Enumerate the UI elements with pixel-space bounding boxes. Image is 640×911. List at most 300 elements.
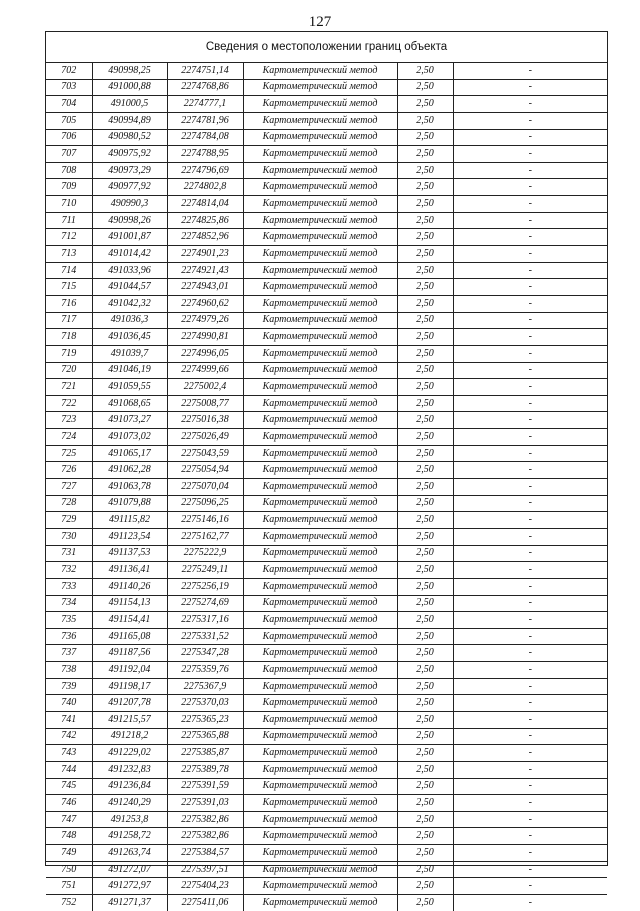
y-coordinate-cell: 2275162,77 <box>167 528 243 545</box>
precision-cell: 2,50 <box>397 262 453 279</box>
x-coordinate-cell: 490980,52 <box>92 129 167 146</box>
table-row <box>46 412 607 429</box>
method-cell: Картометрический метод <box>243 162 397 179</box>
method-cell: Картометрический метод <box>243 778 397 795</box>
y-coordinate-cell: 2274788,95 <box>167 146 243 163</box>
point-number-cell: 710 <box>46 196 92 213</box>
table-row <box>46 129 607 146</box>
precision-cell: 2,50 <box>397 528 453 545</box>
y-coordinate-cell: 2275347,28 <box>167 645 243 662</box>
x-coordinate-cell: 491065,17 <box>92 445 167 462</box>
x-coordinate-cell: 491253,8 <box>92 811 167 828</box>
method-cell: Картометрический метод <box>243 329 397 346</box>
description-cell: - <box>453 528 607 545</box>
y-coordinate-cell: 2275096,25 <box>167 495 243 512</box>
method-cell: Картометрический метод <box>243 811 397 828</box>
description-cell: - <box>453 146 607 163</box>
precision-cell: 2,50 <box>397 395 453 412</box>
point-number-cell: 716 <box>46 295 92 312</box>
x-coordinate-cell: 491115,82 <box>92 512 167 529</box>
x-coordinate-cell: 491073,02 <box>92 429 167 446</box>
table-row <box>46 761 607 778</box>
x-coordinate-cell: 491036,3 <box>92 312 167 329</box>
y-coordinate-cell: 2275317,16 <box>167 612 243 629</box>
table-row <box>46 379 607 396</box>
point-number-cell: 709 <box>46 179 92 196</box>
method-cell: Картометрический метод <box>243 545 397 562</box>
description-cell: - <box>453 212 607 229</box>
point-number-cell: 706 <box>46 129 92 146</box>
method-cell: Картометрический метод <box>243 179 397 196</box>
x-coordinate-cell: 491137,53 <box>92 545 167 562</box>
table-row <box>46 429 607 446</box>
point-number-cell: 746 <box>46 795 92 812</box>
y-coordinate-cell: 2274768,86 <box>167 79 243 96</box>
precision-cell: 2,50 <box>397 828 453 845</box>
y-coordinate-cell: 2275385,87 <box>167 745 243 762</box>
point-number-cell: 739 <box>46 678 92 695</box>
point-number-cell: 728 <box>46 495 92 512</box>
table-row <box>46 162 607 179</box>
x-coordinate-cell: 491000,88 <box>92 79 167 96</box>
description-cell: - <box>453 495 607 512</box>
y-coordinate-cell: 2275331,52 <box>167 628 243 645</box>
description-cell: - <box>453 395 607 412</box>
table-row <box>46 878 607 895</box>
description-cell: - <box>453 562 607 579</box>
x-coordinate-cell: 491263,74 <box>92 845 167 862</box>
y-coordinate-cell: 2274796,69 <box>167 162 243 179</box>
x-coordinate-cell: 490973,29 <box>92 162 167 179</box>
method-cell: Картометрический метод <box>243 595 397 612</box>
precision-cell: 2,50 <box>397 861 453 878</box>
description-cell: - <box>453 795 607 812</box>
y-coordinate-cell: 2275397,51 <box>167 861 243 878</box>
x-coordinate-cell: 491207,78 <box>92 695 167 712</box>
description-cell: - <box>453 845 607 862</box>
description-cell: - <box>453 578 607 595</box>
method-cell: Картометрический метод <box>243 711 397 728</box>
point-number-cell: 747 <box>46 811 92 828</box>
y-coordinate-cell: 2275222,9 <box>167 545 243 562</box>
description-cell: - <box>453 279 607 296</box>
y-coordinate-cell: 2274814,04 <box>167 196 243 213</box>
precision-cell: 2,50 <box>397 112 453 129</box>
point-number-cell: 735 <box>46 612 92 629</box>
table-row <box>46 745 607 762</box>
precision-cell: 2,50 <box>397 229 453 246</box>
point-number-cell: 736 <box>46 628 92 645</box>
method-cell: Картометрический метод <box>243 695 397 712</box>
x-coordinate-cell: 491229,02 <box>92 745 167 762</box>
point-number-cell: 724 <box>46 429 92 446</box>
x-coordinate-cell: 491192,04 <box>92 662 167 679</box>
precision-cell: 2,50 <box>397 63 453 79</box>
x-coordinate-cell: 490998,25 <box>92 63 167 79</box>
precision-cell: 2,50 <box>397 479 453 496</box>
description-cell: - <box>453 662 607 679</box>
y-coordinate-cell: 2275365,88 <box>167 728 243 745</box>
point-number-cell: 711 <box>46 212 92 229</box>
x-coordinate-cell: 491033,96 <box>92 262 167 279</box>
method-cell: Картометрический метод <box>243 129 397 146</box>
precision-cell: 2,50 <box>397 429 453 446</box>
precision-cell: 2,50 <box>397 345 453 362</box>
x-coordinate-cell: 491046,19 <box>92 362 167 379</box>
point-number-cell: 722 <box>46 395 92 412</box>
y-coordinate-cell: 2275070,04 <box>167 479 243 496</box>
method-cell: Картометрический метод <box>243 445 397 462</box>
table-row <box>46 811 607 828</box>
x-coordinate-cell: 491140,26 <box>92 578 167 595</box>
table-row <box>46 246 607 263</box>
precision-cell: 2,50 <box>397 79 453 96</box>
precision-cell: 2,50 <box>397 329 453 346</box>
method-cell: Картометрический метод <box>243 462 397 479</box>
table-row <box>46 695 607 712</box>
x-coordinate-cell: 491187,56 <box>92 645 167 662</box>
point-number-cell: 718 <box>46 329 92 346</box>
method-cell: Картометрический метод <box>243 878 397 895</box>
point-number-cell: 715 <box>46 279 92 296</box>
y-coordinate-cell: 2274784,08 <box>167 129 243 146</box>
x-coordinate-cell: 491039,7 <box>92 345 167 362</box>
method-cell: Картометрический метод <box>243 212 397 229</box>
x-coordinate-cell: 491063,78 <box>92 479 167 496</box>
y-coordinate-cell: 2275382,86 <box>167 811 243 828</box>
y-coordinate-cell: 2274852,96 <box>167 229 243 246</box>
description-cell: - <box>453 162 607 179</box>
point-number-cell: 720 <box>46 362 92 379</box>
table-row <box>46 445 607 462</box>
method-cell: Картометрический метод <box>243 628 397 645</box>
y-coordinate-cell: 2275382,86 <box>167 828 243 845</box>
table-row <box>46 628 607 645</box>
method-cell: Картометрический метод <box>243 96 397 113</box>
point-number-cell: 704 <box>46 96 92 113</box>
x-coordinate-cell: 491073,27 <box>92 412 167 429</box>
point-number-cell: 712 <box>46 229 92 246</box>
method-cell: Картометрический метод <box>243 645 397 662</box>
section-title: Сведения о местоположении границ объекта <box>46 32 607 63</box>
description-cell: - <box>453 778 607 795</box>
y-coordinate-cell: 2274921,43 <box>167 262 243 279</box>
description-cell: - <box>453 229 607 246</box>
point-number-cell: 738 <box>46 662 92 679</box>
table-row <box>46 362 607 379</box>
method-cell: Картометрический метод <box>243 362 397 379</box>
description-cell: - <box>453 79 607 96</box>
y-coordinate-cell: 2274901,23 <box>167 246 243 263</box>
y-coordinate-cell: 2274751,14 <box>167 63 243 79</box>
table-row <box>46 63 607 79</box>
x-coordinate-cell: 491001,87 <box>92 229 167 246</box>
description-cell: - <box>453 362 607 379</box>
y-coordinate-cell: 2275016,38 <box>167 412 243 429</box>
description-cell: - <box>453 429 607 446</box>
description-cell: - <box>453 179 607 196</box>
y-coordinate-cell: 2275008,77 <box>167 395 243 412</box>
table-row <box>46 711 607 728</box>
x-coordinate-cell: 491165,08 <box>92 628 167 645</box>
table-row <box>46 895 607 911</box>
table-row <box>46 828 607 845</box>
y-coordinate-cell: 2275384,57 <box>167 845 243 862</box>
x-coordinate-cell: 490975,92 <box>92 146 167 163</box>
method-cell: Картометрический метод <box>243 79 397 96</box>
method-cell: Картометрический метод <box>243 745 397 762</box>
precision-cell: 2,50 <box>397 711 453 728</box>
table-row <box>46 678 607 695</box>
description-cell: - <box>453 262 607 279</box>
method-cell: Картометрический метод <box>243 895 397 911</box>
point-number-cell: 714 <box>46 262 92 279</box>
description-cell: - <box>453 645 607 662</box>
point-number-cell: 729 <box>46 512 92 529</box>
precision-cell: 2,50 <box>397 895 453 911</box>
description-cell: - <box>453 695 607 712</box>
x-coordinate-cell: 491059,55 <box>92 379 167 396</box>
table-row <box>46 196 607 213</box>
point-number-cell: 713 <box>46 246 92 263</box>
description-cell: - <box>453 878 607 895</box>
x-coordinate-cell: 491014,42 <box>92 246 167 263</box>
y-coordinate-cell: 2274960,62 <box>167 295 243 312</box>
description-cell: - <box>453 96 607 113</box>
precision-cell: 2,50 <box>397 379 453 396</box>
method-cell: Картометрический метод <box>243 479 397 496</box>
table-row <box>46 146 607 163</box>
description-cell: - <box>453 196 607 213</box>
y-coordinate-cell: 2275404,23 <box>167 878 243 895</box>
x-coordinate-cell: 490977,92 <box>92 179 167 196</box>
precision-cell: 2,50 <box>397 678 453 695</box>
x-coordinate-cell: 491154,41 <box>92 612 167 629</box>
y-coordinate-cell: 2275002,4 <box>167 379 243 396</box>
method-cell: Картометрический метод <box>243 262 397 279</box>
method-cell: Картометрический метод <box>243 112 397 129</box>
table-row <box>46 212 607 229</box>
precision-cell: 2,50 <box>397 462 453 479</box>
y-coordinate-cell: 2275146,16 <box>167 512 243 529</box>
x-coordinate-cell: 491272,97 <box>92 878 167 895</box>
y-coordinate-cell: 2275054,94 <box>167 462 243 479</box>
point-number-cell: 725 <box>46 445 92 462</box>
description-cell: - <box>453 628 607 645</box>
y-coordinate-cell: 2274999,66 <box>167 362 243 379</box>
table-row <box>46 778 607 795</box>
method-cell: Картометрический метод <box>243 312 397 329</box>
point-number-cell: 733 <box>46 578 92 595</box>
table-row <box>46 495 607 512</box>
method-cell: Картометрический метод <box>243 678 397 695</box>
description-cell: - <box>453 678 607 695</box>
x-coordinate-cell: 491136,41 <box>92 562 167 579</box>
table-row <box>46 845 607 862</box>
table-row <box>46 861 607 878</box>
x-coordinate-cell: 490994,89 <box>92 112 167 129</box>
precision-cell: 2,50 <box>397 745 453 762</box>
point-number-cell: 708 <box>46 162 92 179</box>
y-coordinate-cell: 2275274,69 <box>167 595 243 612</box>
table-row <box>46 595 607 612</box>
point-number-cell: 751 <box>46 878 92 895</box>
y-coordinate-cell: 2275370,03 <box>167 695 243 712</box>
precision-cell: 2,50 <box>397 162 453 179</box>
method-cell: Картометрический метод <box>243 63 397 79</box>
precision-cell: 2,50 <box>397 595 453 612</box>
coordinates-table-body <box>46 63 607 911</box>
point-number-cell: 732 <box>46 562 92 579</box>
y-coordinate-cell: 2275391,03 <box>167 795 243 812</box>
point-number-cell: 748 <box>46 828 92 845</box>
precision-cell: 2,50 <box>397 795 453 812</box>
x-coordinate-cell: 491044,57 <box>92 279 167 296</box>
precision-cell: 2,50 <box>397 512 453 529</box>
y-coordinate-cell: 2274990,81 <box>167 329 243 346</box>
description-cell: - <box>453 345 607 362</box>
precision-cell: 2,50 <box>397 362 453 379</box>
description-cell: - <box>453 861 607 878</box>
page-number: 127 <box>308 14 332 30</box>
description-cell: - <box>453 295 607 312</box>
method-cell: Картометрический метод <box>243 662 397 679</box>
description-cell: - <box>453 761 607 778</box>
table-row <box>46 578 607 595</box>
point-number-cell: 737 <box>46 645 92 662</box>
x-coordinate-cell: 490998,26 <box>92 212 167 229</box>
precision-cell: 2,50 <box>397 695 453 712</box>
point-number-cell: 705 <box>46 112 92 129</box>
precision-cell: 2,50 <box>397 96 453 113</box>
method-cell: Картометрический метод <box>243 495 397 512</box>
method-cell: Картометрический метод <box>243 578 397 595</box>
description-cell: - <box>453 828 607 845</box>
precision-cell: 2,50 <box>397 578 453 595</box>
description-cell: - <box>453 445 607 462</box>
precision-cell: 2,50 <box>397 279 453 296</box>
point-number-cell: 743 <box>46 745 92 762</box>
precision-cell: 2,50 <box>397 295 453 312</box>
x-coordinate-cell: 491154,13 <box>92 595 167 612</box>
x-coordinate-cell: 491123,54 <box>92 528 167 545</box>
description-cell: - <box>453 412 607 429</box>
x-coordinate-cell: 491272,07 <box>92 861 167 878</box>
precision-cell: 2,50 <box>397 645 453 662</box>
precision-cell: 2,50 <box>397 728 453 745</box>
precision-cell: 2,50 <box>397 878 453 895</box>
description-cell: - <box>453 379 607 396</box>
y-coordinate-cell: 2274979,26 <box>167 312 243 329</box>
table-row <box>46 512 607 529</box>
y-coordinate-cell: 2274777,1 <box>167 96 243 113</box>
precision-cell: 2,50 <box>397 412 453 429</box>
description-cell: - <box>453 612 607 629</box>
point-number-cell: 707 <box>46 146 92 163</box>
point-number-cell: 727 <box>46 479 92 496</box>
precision-cell: 2,50 <box>397 312 453 329</box>
table-row <box>46 795 607 812</box>
x-coordinate-cell: 491240,29 <box>92 795 167 812</box>
method-cell: Картометрический метод <box>243 146 397 163</box>
point-number-cell: 734 <box>46 595 92 612</box>
method-cell: Картометрический метод <box>243 429 397 446</box>
point-number-cell: 717 <box>46 312 92 329</box>
method-cell: Картометрический метод <box>243 395 397 412</box>
point-number-cell: 726 <box>46 462 92 479</box>
precision-cell: 2,50 <box>397 845 453 862</box>
y-coordinate-cell: 2274825,86 <box>167 212 243 229</box>
x-coordinate-cell: 490990,3 <box>92 196 167 213</box>
x-coordinate-cell: 491036,45 <box>92 329 167 346</box>
precision-cell: 2,50 <box>397 196 453 213</box>
method-cell: Картометрический метод <box>243 246 397 263</box>
table-row <box>46 395 607 412</box>
precision-cell: 2,50 <box>397 612 453 629</box>
y-coordinate-cell: 2275389,78 <box>167 761 243 778</box>
precision-cell: 2,50 <box>397 246 453 263</box>
precision-cell: 2,50 <box>397 179 453 196</box>
precision-cell: 2,50 <box>397 146 453 163</box>
y-coordinate-cell: 2275367,9 <box>167 678 243 695</box>
point-number-cell: 730 <box>46 528 92 545</box>
table-row <box>46 662 607 679</box>
method-cell: Картометрический метод <box>243 612 397 629</box>
method-cell: Картометрический метод <box>243 196 397 213</box>
precision-cell: 2,50 <box>397 545 453 562</box>
y-coordinate-cell: 2275249,11 <box>167 562 243 579</box>
method-cell: Картометрический метод <box>243 279 397 296</box>
y-coordinate-cell: 2274943,01 <box>167 279 243 296</box>
x-coordinate-cell: 491215,57 <box>92 711 167 728</box>
point-number-cell: 742 <box>46 728 92 745</box>
point-number-cell: 741 <box>46 711 92 728</box>
point-number-cell: 749 <box>46 845 92 862</box>
precision-cell: 2,50 <box>397 212 453 229</box>
table-row <box>46 329 607 346</box>
description-cell: - <box>453 479 607 496</box>
point-number-cell: 719 <box>46 345 92 362</box>
y-coordinate-cell: 2275026,49 <box>167 429 243 446</box>
table-row <box>46 262 607 279</box>
point-number-cell: 750 <box>46 861 92 878</box>
y-coordinate-cell: 2274802,8 <box>167 179 243 196</box>
x-coordinate-cell: 491042,32 <box>92 295 167 312</box>
y-coordinate-cell: 2275359,76 <box>167 662 243 679</box>
method-cell: Картометрический метод <box>243 828 397 845</box>
point-number-cell: 702 <box>46 63 92 79</box>
method-cell: Картометрический метод <box>243 229 397 246</box>
table-row <box>46 728 607 745</box>
table-row <box>46 462 607 479</box>
y-coordinate-cell: 2275391,59 <box>167 778 243 795</box>
description-cell: - <box>453 246 607 263</box>
method-cell: Картометрический метод <box>243 795 397 812</box>
method-cell: Картометрический метод <box>243 345 397 362</box>
x-coordinate-cell: 491236,84 <box>92 778 167 795</box>
method-cell: Картометрический метод <box>243 295 397 312</box>
method-cell: Картометрический метод <box>243 861 397 878</box>
x-coordinate-cell: 491258,72 <box>92 828 167 845</box>
table-row <box>46 479 607 496</box>
method-cell: Картометрический метод <box>243 512 397 529</box>
precision-cell: 2,50 <box>397 495 453 512</box>
point-number-cell: 723 <box>46 412 92 429</box>
method-cell: Картометрический метод <box>243 528 397 545</box>
table-row <box>46 96 607 113</box>
x-coordinate-cell: 491198,17 <box>92 678 167 695</box>
description-cell: - <box>453 63 607 79</box>
